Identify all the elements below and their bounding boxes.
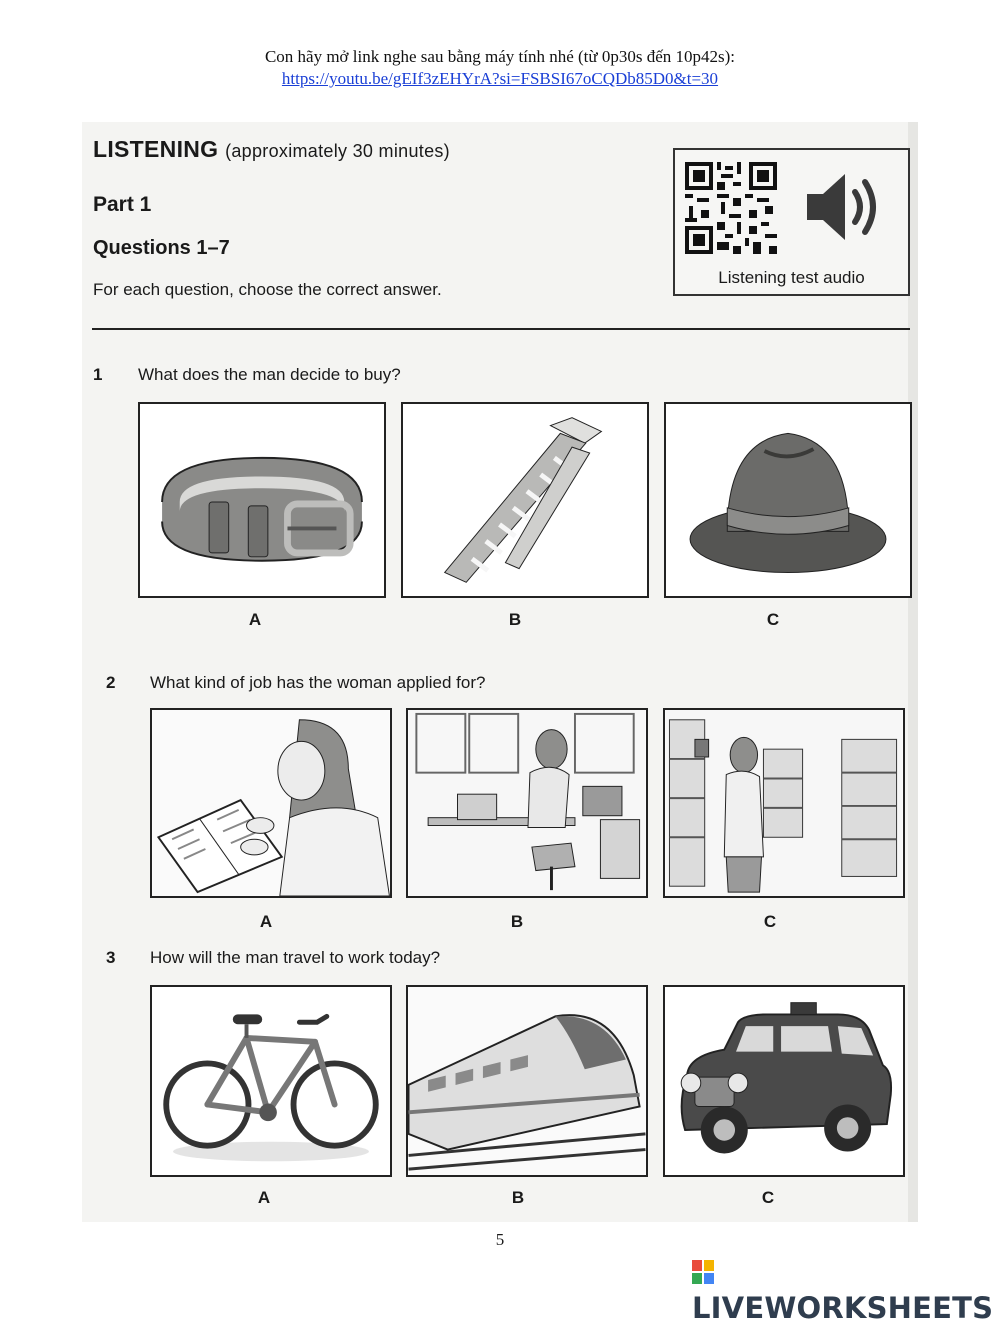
q3-label-c: C: [761, 1188, 775, 1207]
library-woman-icon: [665, 710, 903, 896]
taxi-icon: [665, 987, 903, 1175]
q3-label-a: A: [257, 1188, 271, 1207]
question-3-text: How will the man travel to work today?: [150, 948, 441, 967]
office-woman-icon: [408, 710, 646, 896]
q3-label-b: B: [511, 1188, 525, 1207]
qr-code-icon[interactable]: [685, 162, 777, 259]
audio-caption: Listening test audio: [718, 268, 865, 287]
question-2-number: 2: [106, 673, 116, 692]
q2-option-c-image[interactable]: [663, 708, 905, 898]
q2-label-a: A: [259, 912, 273, 931]
logo-blocks-icon: [692, 1257, 714, 1291]
q3-option-c-image[interactable]: [663, 985, 905, 1177]
q1-option-a-image[interactable]: [138, 402, 386, 598]
audio-link-note: [0, 46, 1000, 90]
question-1-text: What does the man decide to buy?: [138, 365, 401, 384]
hat-icon: [666, 404, 910, 596]
youtube-link[interactable]: https://youtu.be/gEIf3zEHYrA?si=FSBSI67oCQDb85D0&t=30: [281, 69, 719, 88]
q1-label-a: A: [248, 610, 262, 629]
section-title: [93, 136, 450, 163]
page-number: 5: [495, 1230, 505, 1249]
divider: [92, 328, 910, 330]
train-icon: [408, 987, 646, 1175]
instruction: For each question, choose the correct answer.: [93, 280, 442, 299]
note-text: Con hãy mở link nghe sau bằng máy tính nhé (từ 0p30s đến 10p42s):: [264, 47, 736, 66]
q1-label-c: C: [766, 610, 780, 629]
q3-option-a-image[interactable]: [150, 985, 392, 1177]
brand-text: LIVEWORKSHEETS: [692, 1291, 994, 1325]
speaker-icon[interactable]: [803, 168, 887, 251]
q2-option-b-image[interactable]: [406, 708, 648, 898]
part-heading: Part 1: [93, 193, 152, 216]
q1-option-b-image[interactable]: [401, 402, 649, 598]
questions-range: Questions 1–7: [93, 237, 230, 259]
question-1-number: 1: [93, 365, 103, 384]
question-3-number: 3: [106, 948, 116, 967]
bicycle-icon: [152, 987, 390, 1175]
q3-option-b-image[interactable]: [406, 985, 648, 1177]
q2-label-c: C: [763, 912, 777, 931]
q1-option-c-image[interactable]: [664, 402, 912, 598]
liveworksheets-logo: [692, 1255, 1000, 1325]
title-sub: (approximately 30 minutes): [225, 141, 450, 161]
reading-woman-icon: [152, 710, 390, 896]
title-main: LISTENING: [93, 136, 219, 162]
belt-icon: [140, 404, 384, 596]
audio-box[interactable]: [673, 148, 910, 296]
q1-label-b: B: [508, 610, 522, 629]
q2-option-a-image[interactable]: [150, 708, 392, 898]
question-2-text: What kind of job has the woman applied for?: [150, 673, 486, 692]
tie-icon: [403, 404, 647, 596]
q2-label-b: B: [510, 912, 524, 931]
